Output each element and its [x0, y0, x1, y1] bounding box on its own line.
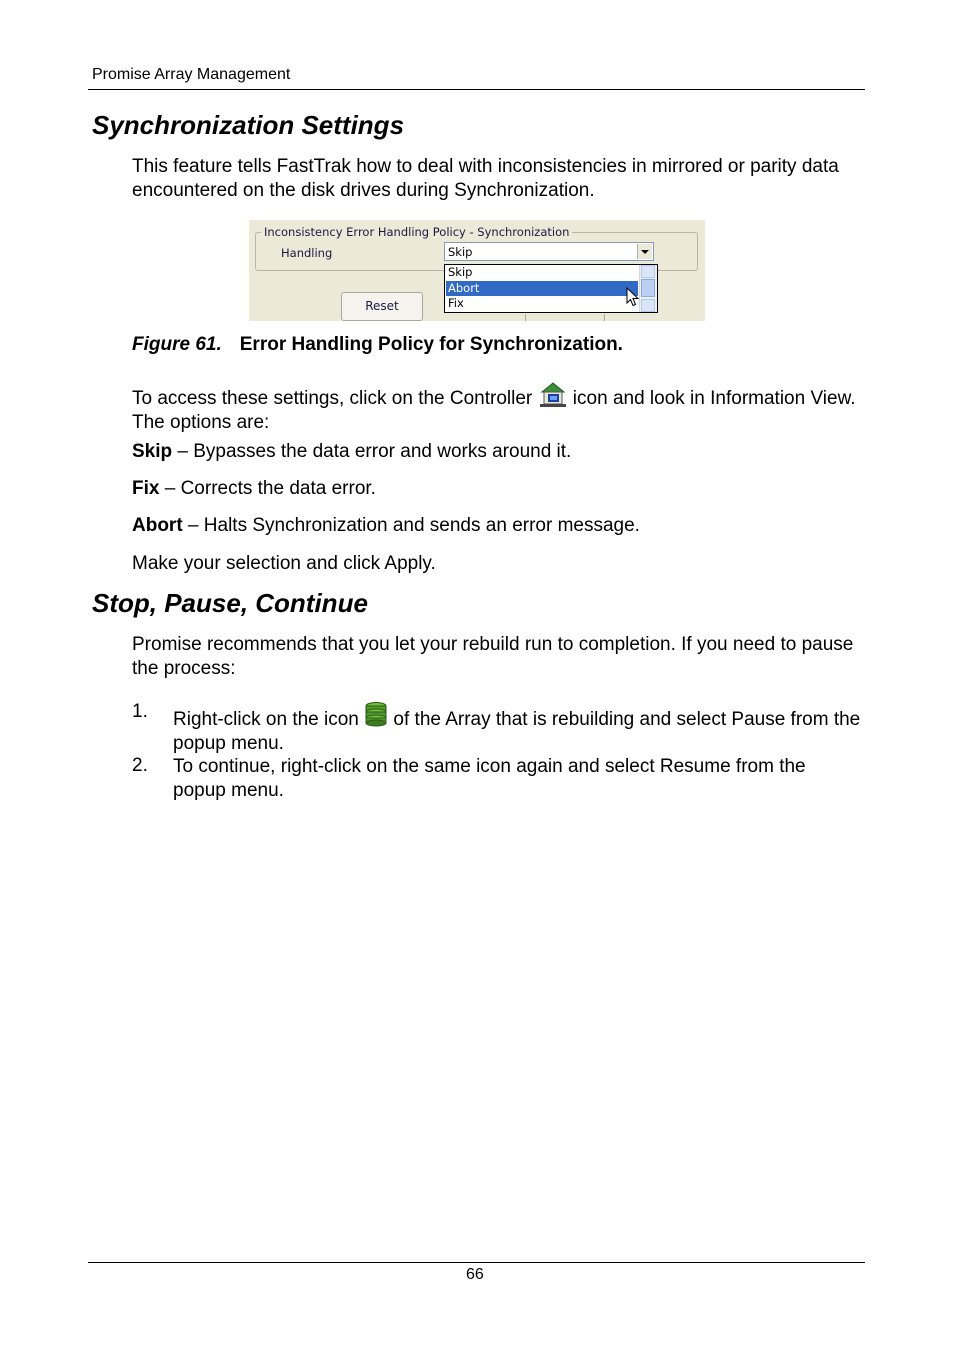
page-number: 66 — [466, 1266, 484, 1283]
button-edge-fragment — [604, 314, 605, 321]
option-skip[interactable]: Skip — [448, 265, 473, 279]
handling-label: Handling — [281, 246, 333, 260]
step-2-text: To continue, right-click on the same icon again and select Resume from the popup menu. — [173, 756, 806, 801]
figure-caption — [132, 334, 623, 356]
step-2-number: 2. — [132, 755, 148, 776]
section-title-synchronization: Synchronization Settings — [92, 110, 405, 140]
option-fix[interactable]: Fix — [448, 296, 464, 310]
header-rule — [88, 89, 865, 90]
option-abort-desc: Abort – Halts Synchronization and sends an error message. — [132, 515, 640, 536]
option-fix-desc: Fix – Corrects the data error. — [132, 478, 376, 499]
access-paragraph — [132, 380, 862, 435]
option-skip-desc: Skip – Bypasses the data error and works around it. — [132, 441, 572, 462]
reset-button[interactable]: Reset — [341, 292, 423, 321]
access-text-end: icon and look in Information View. The options are: — [132, 388, 856, 433]
error-handling-screenshot — [249, 220, 705, 321]
figure-caption-text: Error Handling Policy for Synchronization. — [239, 334, 623, 355]
policy-group-title: Inconsistency Error Handling Policy - Synchronization — [261, 225, 572, 239]
scroll-up-icon[interactable] — [641, 265, 655, 278]
array-icon — [364, 701, 388, 729]
step-1-number: 1. — [132, 701, 148, 722]
handling-select-value: Skip — [448, 245, 473, 259]
controller-icon — [538, 380, 568, 408]
scroll-thumb[interactable] — [641, 279, 655, 297]
dropdown-scrollbar[interactable] — [639, 265, 657, 312]
mouse-cursor-icon — [626, 287, 640, 307]
button-edge-fragment — [525, 314, 526, 321]
pause-intro-paragraph: Promise recommends that you let your rebuild run to completion. If you need to pause the process: — [132, 634, 854, 679]
apply-paragraph: Make your selection and click Apply. — [132, 553, 436, 574]
chevron-down-icon[interactable] — [637, 244, 652, 259]
access-text-start: To access these settings, click on the Controller — [132, 388, 533, 409]
scroll-down-icon[interactable] — [641, 299, 655, 312]
section-title-stop-pause: Stop, Pause, Continue — [92, 588, 368, 618]
figure-number: Figure 61. — [132, 334, 222, 355]
handling-select[interactable] — [444, 242, 654, 261]
running-header: Promise Array Management — [92, 66, 291, 83]
intro-paragraph: This feature tells FastTrak how to deal with inconsistencies in mirrored or parity data encountered on the disk drives during Synchronization. — [132, 156, 839, 201]
step-1-text: Right-click on the icon of the Array that is rebuilding and select Pause from the popup menu. — [173, 701, 863, 756]
footer-rule — [88, 1262, 865, 1263]
option-abort[interactable]: Abort — [446, 281, 638, 296]
